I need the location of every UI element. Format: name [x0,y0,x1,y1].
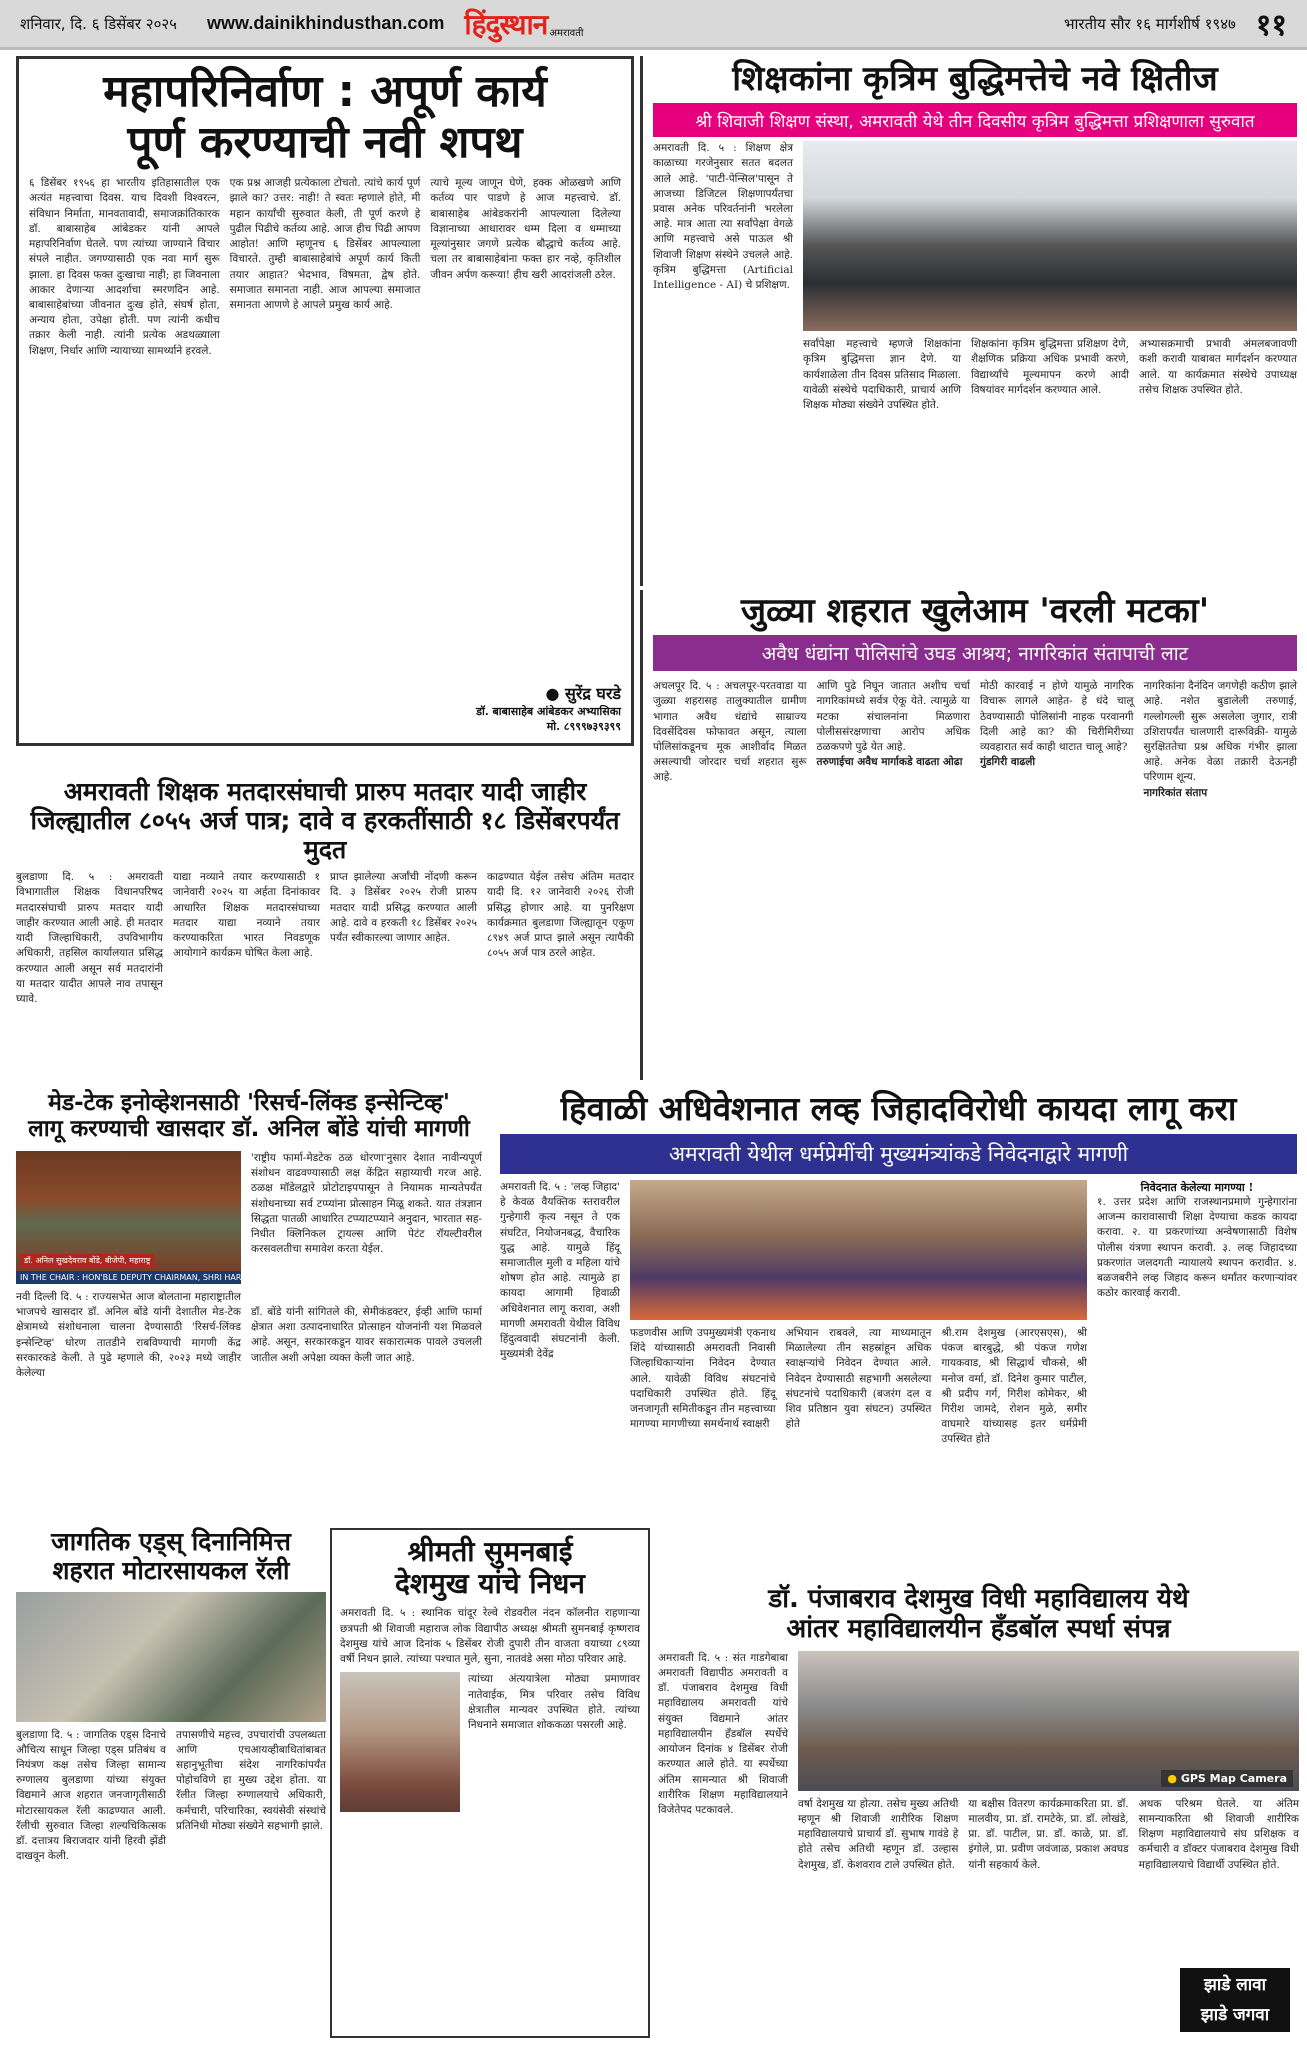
body-column: तपासणीचे महत्त्व, उपचारांची उपलब्धता आणि एचआयव्हीबाधितांबाबत सहानुभूतीचा संदेश नागरिकांपर्यंत पोहोचविणे हा मुख्य उद्देश होता. या रॅलीत जिल्हा रुग्णालयाचे अधिकारी, कर्मचारी, परिचारिका, स्वयंसेवी संस्थांचे प्रतिनिधी मोठ्या संख्येने सहभागी झाले. [176,1728,326,1832]
body-column: अमरावती दि. ५ : शिक्षण क्षेत्र काळाच्या गरजेनुसार सतत बदलत आले आहे. 'पाटी-पेन्सिल'पासून ते आजच्या डिजिटल शिक्षणापर्यंतचा प्रवास अनेक परिवर्तनांनी भरलेला आहे. मात्र आता त्या सर्वांपेक्षा वेगळे आणि महत्त्वाचे असे पाऊल श्री शिवाजी शिक्षण संस्थेने उचलले आहे. कृत्रिम बुद्धिमत्ता (Artificial Intelligence - AI) चे प्रशिक्षण. [653,142,793,292]
body-column: अभियान राबवले, त्या माध्यमातून मिळालेल्या तीन सहस्रांहून अधिक स्वाक्षऱ्यांचे निवेदन देण्यात आले. निवेदन देण्यासाठी सहभागी असलेल्या संघटनांचे पदाधिकारी (बजरंग दल व शिव प्रतिष्ठान युवा संघटन) उपस्थित होते [785,1326,932,1431]
page-header [0,0,1307,50]
body-column: मोठी कारवाई न होणे यामुळे नागरिक विचारू लागले आहेत- हे धंदे चालू ठेवण्यासाठी पोलिसांनी नाहक परवानगी दिली आहे का? की चिरीमिरीच्या व्यवहारात सर्व काही थाटात चालू आहे? गुंडगिरी वाढली [980,680,1134,769]
subheadline-band: श्री शिवाजी शिक्षण संस्था, अमरावती येथे तीन दिवसीय कृत्रिम बुद्धिमत्ता प्रशिक्षणाला सुरुवात [653,103,1297,137]
body-column: वर्षा देशमुख या होत्या. तसेच मुख्य अतिथी म्हणून श्री शिवाजी शारीरिक शिक्षण महाविद्यालयाचे प्राचार्य डॉ. सुभाष गावंडे हे होते तसेच अतिथी म्हणून डॉ. उल्हास देशमुख, डॉ. केशवराव टाले उपस्थित होते. [798,1797,959,1871]
subheadline-band: अमरावती येथील धर्मप्रेमींची मुख्यमंत्र्यांकडे निवेदनाद्वारे मागणी [500,1134,1297,1174]
body-column: फडणवीस आणि उपमुख्यमंत्री एकनाथ शिंदे यांच्यासाठी अमरावती निवासी जिल्हाधिकाऱ्यांना निवेदन देण्यात आले. यावेळी विविध संघटनांचे पदाधिकारी उपस्थित होते. हिंदू जनजागृती समितीकडून तीन महत्त्वाच्या मागण्या मागणीच्या समर्थनार्थ स्वाक्षरी [630,1326,776,1431]
body-column: काढण्यात येईल तसेच अंतिम मतदार यादी दि. १२ जानेवारी २०२६ रोजी प्रसिद्ध होणार आहे. या पुनरिक्षण कार्यक्रमात बुलडाणा जिल्ह्यातून एकूण ८९४९ अर्ज प्राप्त झाले असून त्यापैकी ८०५५ अर्ज पात्र ठरले आहेत. [487,871,634,960]
body-column: श्री.राम देशमुख (आरएसएस), श्री पंकज बारबुद्धे, श्री पंकज गणेश गायकवाड, श्री सिद्धार्थ चौकसे, श्री मनोज वर्मा, डॉ. दिनेश कुमार पाटील, श्री प्रदीप गर्ग, गिरीश कोमेकर, श्री गिरीश जामदे, रोशन मुळे, समीर वाघमारे यांच्यासह इतर धर्मप्रेमी उपस्थित होते [941,1326,1088,1446]
body-column: प्राप्त झालेल्या अर्जांची नोंदणी करून दि. ३ डिसेंबर २०२५ रोजी प्रारुप मतदार यादी प्रसिद्ध करण्यात आली आहे. दावे व हरकती १८ डिसेंबर २०२५ पर्यंत स्वीकारल्या जाणार आहेत. [330,871,477,945]
photo-caption: IN THE CHAIR : HON'BLE DEPUTY CHAIRMAN, SHRI HARIVANSH [16,1271,241,1284]
article-matka [640,590,1307,1080]
newspaper-logo: हिंदुस्थान [464,7,548,41]
body-column: बुलडाणा दि. ५ : जागतिक एड्स दिनाचे औचित्य साधून जिल्हा एड्स प्रतिबंध व नियंत्रण कक्ष तसेच जिल्हा सामान्य रुग्णालय बुलडाणा यांच्या संयुक्त विद्यमाने आज शहरात जनजागृतीसाठी मोटारसायकल रॅली काढण्यात आली. रॅलीची सुरुवात जिल्हा शल्यचिकित्सक डॉ. दत्तात्रय बिराजदार यांनी हिरवी झेंडी दाखवून केली. [16,1728,166,1863]
author-name: ● सुरेंद्र घरडे [545,684,621,704]
edition-label: अमरावती [549,28,584,39]
page-number: ११ [1255,8,1287,43]
body-column: सर्वांपेक्षा महत्त्वाचे म्हणजे शिक्षकांना कृत्रिम बुद्धिमत्ता ज्ञान देणे. या कार्यशाळेला तीन दिवस प्रतिसाद मिळाला. यावेळी संस्थेचे पदाधिकारी, प्राचार्य आणि शिक्षक मोठ्या संख्येने उपस्थित होते. [803,338,961,411]
ad-line-1: झाडे लावा [1203,1975,1267,1995]
demands-title: निवेदनात केलेल्या मागण्या ! [1140,1180,1254,1194]
photo-handball [798,1651,1299,1791]
body-column: 'राष्ट्रीय फार्मा-मेडटेक ठळ धोरणा'नुसार देशात नावीन्यपूर्ण संशोधन वाढवण्यासाठी लक्ष केंद्रित सहाय्याची गरज आहे. ठळक्ष मॉडेलद्वारे प्रोटोटाइपपासून ते नियामक मान्यतेपर्यंत संशोधनाच्या सर्व टप्प्यांना प्रोत्साहन मिळू शकते. यात तंत्रज्ञान सिद्धता पातळी आधारित टप्प्याटप्प्याने अनुदान, भारतात सह-निधीत क्लिनिकल ट्रायल्स आणि पेटंट रॉयल्टीवरील करसवलतीचा समावेश करता येईल. [251,1151,482,1256]
gps-watermark: ● GPS Map Camera [1161,1770,1293,1787]
body-column: एक प्रश्न आजही प्रत्येकाला टोचतो. त्यांचे कार्य पूर्ण झाले का? उत्तर: नाही! ते स्वतः म्हणाले होते, मी महान कार्यांची सुरुवात केली, ती पूर्ण करणे हे पुढील पिढीचे कर्तव्य आहे. आज हीच पिढी आपण आहोत! आणि म्हणूनच ६ डिसेंबर आपल्याला विचारते. तुम्ही बाबासाहेबांचे अपूर्ण कार्य किती तयार आहात? भेदभाव, विषमता, द्वेष होते. समाजात समानता नाही. आज आपल्या समाजात समानता आणणे हे आपले प्रमुख कार्य आहे. [229,177,421,311]
author-org: डॉ. बाबासाहेब आंबेडकर अभ्यासिका [476,705,621,719]
headline: शिक्षकांना कृत्रिम बुद्धिमत्तेचे नवे क्षितीज [732,59,1218,99]
photo-computer-lab [803,141,1297,331]
headline: अमरावती शिक्षक मतदारसंघाची प्रारुप मतदार यादी जाहीर [63,777,587,806]
name-strip: डॉ. अनिल सुखदेवराव बोंडे, बीजेपी, महाराष्ट्र [20,1254,154,1267]
subhead: गुंडगिरी वाढली [980,756,1036,769]
article-aids-rally [16,1528,326,2038]
subheadline-band: अवैध धंद्यांना पोलिसांचे उघड आश्रय; नागरिकांत संतापाची लाट [653,635,1297,671]
tree-ad [1180,1968,1290,2032]
photo-parliament [16,1151,241,1271]
article-voter-list [16,778,634,1070]
photo-rally [16,1592,326,1722]
map-pin-icon: ● [1167,1771,1181,1785]
bullet-icon: ● [545,684,565,704]
body-column: अमरावती दि. ५ : स्थानिक चांदूर रेल्वे रोडवरील नंदन कॉलनीत राहणाऱ्या छत्रपती श्री शिवाजी महाराज लोक विद्यापीठ अध्यक्ष श्रीमती सुमनबाई कृष्णराव देशमुख यांचे आज दिनांक ५ डिसेंबर रोजी दुपारी तीन वाजता वयाच्या ८९व्या वर्षी निधन झाले. त्यांच्या पश्चात मुले, सुना, नातवंडे असा मोठा परिवार आहे. [340,1607,640,1666]
body-column: शिक्षकांना कृत्रिम बुद्धिमत्ता प्रशिक्षण देणे, शैक्षणिक प्रक्रिया अधिक प्रभावी करणे, विद्यार्थ्यांचे मूल्यमापन करणे आदी विषयांवर मार्गदर्शन करण्यात आले. [971,338,1129,396]
ad-line-2: झाडे जगवा [1200,2005,1270,2025]
article-mahaparinirvan [16,56,634,746]
headline: जुळ्या शहरात खुलेआम 'वरली मटका' [740,591,1210,631]
body-column: अमरावती दि. ५ : 'लव्ह जिहाद' हे केवळ वैयक्तिक स्तरावरील गुन्हेगारी कृत्य नसून ते एक संघटित, नियोजनबद्ध, वैचारिक युद्ध आहे. यामुळे हिंदू समाजातील मुली व महिला यांचे शोषण होत आहे. त्यामुळे हा कायदा आगामी हिवाळी अधिवेशनात लागू करावा, अशी मागणी अमरावती येथील विविध हिंदुत्ववादी संघटनांनी केली. मुख्यमंत्री देवेंद्र [500,1180,620,1361]
body-column: अथक परिश्रम घेतले. या अंतिम सामन्याकरिता श्री शिवाजी शारीरिक शिक्षण महाविद्यालयाचे संघ प्रशिक्षक व कर्मचारी व डॉक्टर पंजाबराव देशमुख विधी महाविद्यालयाचे विद्यार्थी उपस्थित होते. [1138,1797,1299,1871]
headline-line-2: जिल्ह्यातील ८०५५ अर्ज पात्र; दावे व हरकतींसाठी १८ डिसेंबरपर्यंत मुदत [30,805,620,864]
body-column: अभ्यासक्रमाची प्रभावी अंमलबजावणी कशी करावी याबाबत मार्गदर्शन करण्यात आले. या कार्यक्रमात संस्थेचे उपाध्यक्ष तसेच शिक्षक उपस्थित होते. [1139,338,1297,396]
subhead: नागरिकांत संताप [1143,786,1208,799]
headline: श्रीमती सुमनबाई [407,1535,573,1568]
article-obituary [330,1528,650,2038]
headline-line-2: देशमुख यांचे निधन [395,1567,585,1601]
headline: मेड-टेक इनोव्हेशनसाठी 'रिसर्च-लिंक्ड इन्सेन्टिव्ह' [48,1090,450,1116]
issue-date: शनिवार, दि. ६ डिसेंबर २०२५ [20,14,177,33]
body-column: याद्या नव्याने तयार करण्यासाठी १ जानेवारी २०२५ या अर्हता दिनांकावर आधारित शिक्षक मतदारसंघाच्या मतदार याद्या नव्याने तयार करण्याकरिता भारत निवडणूक आयोगाने कार्यक्रम घोषित केला आहे. [173,871,320,960]
saka-date: भारतीय सौर १६ मार्गशीर्ष १९४७ [1064,14,1236,33]
body-column: या बक्षीस वितरण कार्यक्रमाकरिता प्रा. डॉ. मालवीय, प्रा. डॉ. रामटेके, प्रा. डॉ. लोखंडे, प्रा. डॉ. पाटील, प्रा. डॉ. काळे, प्रा. डॉ. इंगोले, प्रा. प्रवीण जवंजाळ, प्रकाश अवघड यांनी सहकार्य केले. [968,1797,1129,1871]
headline-line-2: आंतर महाविद्यालयीन हँडबॉल स्पर्धा संपन्न [786,1613,1171,1644]
website-link[interactable]: www.dainikhindusthan.com [206,13,445,33]
article-medtech [16,1090,482,1485]
body-column: त्याचे मूल्य जाणून घेणे, हक्क ओळखणे आणि कर्तव्य पार पाडणे हे आज महत्त्वाचे. डॉ. बाबासाहेब आंबेडकरांनी आपल्याला दिलेल्या विज्ञानाच्या आधारावर धम्म दिला व धम्माच्या मूल्यांनुसार जगणे प्रत्येक बौद्धाचे कर्तव्य आहे. चला तर बाबासाहेबांना फक्त हार नव्हे, कृतिशील जीवन अर्पण करूया! हीच खरी आदरांजली ठरेल. [430,177,622,281]
body-column: नवी दिल्ली दि. ५ : राज्यसभेत आज बोलताना महाराष्ट्रातील भाजपचे खासदार डॉ. अनिल बोंडे यांनी देशातील मेड-टेक क्षेत्रामध्ये संशोधनाला चालना देण्यासाठी 'रिसर्च-लिंक्ड इन्सेन्टिव्ह' धोरण तातडीने राबविण्याची मागणी केंद्र सरकारकडे केली. ते पुढे म्हणाले की, २०२३ मध्ये जाहीर केलेल्या [16,1290,241,1379]
headline: डॉ. पंजाबराव देशमुख विधी महाविद्यालय येथे [768,1584,1189,1614]
demands-list: १. उत्तर प्रदेश आणि राजस्थानप्रमाणे गुन्हेगारांना आजन्म कारावासाची शिक्षा देण्याचा कडक कायदा करावा. २. या प्रकरणांच्या अन्वेषणासाठी विशेष पोलीस यंत्रणा स्थापन करावी. ३. लव्ह जिहादच्या प्रकरणांत जलदगती न्यायालये स्थापन करावीत. ४. बळजबरीने लव्ह जिहाद करून धर्मांतर करणाऱ्यांवर कठोर कारवाई करावी. [1097,1195,1297,1300]
headline-line-2: शहरात मोटारसायकल रॅली [52,1555,290,1585]
photo-delegation [630,1180,1087,1320]
headline: हिवाळी अधिवेशनात लव्ह जिहादविरोधी कायदा लागू करा [560,1089,1237,1128]
headline: जागतिक एड्स् दिनानिमित्त [51,1527,291,1556]
headline-line-2: पूर्ण करण्याची नवी शपथ [127,116,523,168]
headline-line-2: लागू करण्याची खासदार डॉ. अनिल बोंडे यांची मागणी [28,1116,470,1143]
body-column: बुलडाणा दि. ५ : अमरावती विभागातील शिक्षक विधानपरिषद मतदारसंघाची प्रारुप मतदार यादी जाहीर करण्यात आली आहे. ही मतदार यादी जिल्हाधिकारी, उपविभागीय अधिकारी, तहसिल कार्यालयात प्रसिद्ध करण्यात आली असून सर्व मतदारांनी या मतदार यादीत आपले नाव तपासून घ्यावे. [16,871,163,1005]
subhead: तरुणाईचा अवैध मार्गाकडे वाढता ओढा [816,756,963,769]
photo-portrait [340,1672,460,1812]
article-ai-training [640,56,1307,586]
body-column: डॉ. बोंडे यांनी सांगितले की, सेमीकंडक्टर, ईव्ही आणि फार्मा क्षेत्रात अशा उत्पादनाधारित प्रोत्साहन योजनांनी यश मिळवले आहे. असून, सरकारकडून यावर सकारात्मक पावले उचलली जातील अशी अपेक्षा व्यक्त केली जात आहे. [251,1305,482,1364]
body-column: आणि पुढे निघून जातात अशीच चर्चा नागरिकांमध्ये सर्वत्र ऐकू येते. त्यामुळे या मटका संचालनांना मिळणारा पोलीससंरक्षणाचा आरोप अधिक ठळकपणे पुढे येत आहे. तरुणाईचा अवैध मार्गाकडे वाढता ओढा [816,680,970,769]
body-column: नागरिकांना दैनंदिन जगणेही कठीण झाले आहे. नशेत बुडालेली तरुणाई, गल्लोगल्ली सुरू असलेला जुगार, रात्री उशिरापर्यंत चालणारी दारूविक्री- यामुळे सुरक्षिततेचा प्रश्न अधिक गंभीर झाला आहे. अनेक वेळा तक्रारी देऊनही परिणाम शून्य. नागरिकांत संताप [1143,680,1297,799]
author-phone: मो. ८९९९७३९३९९ [546,720,621,734]
body-column: त्यांच्या अंत्ययात्रेला मोठ्या प्रमाणावर नातेवाईक, मित्र परिवार तसेच विविध क्षेत्रातील मान्यवर उपस्थित होते. त्यांच्या निधनाने समाजात शोककळा पसरली आहे. [468,1673,640,1732]
headline: महापरिनिर्वाण : अपूर्ण कार्य [103,66,547,117]
article-love-jihad [490,1090,1307,1560]
body-column: अचलपूर दि. ५ : अचलपूर-परतवाडा या जुळ्या शहरासह तालुक्यातील ग्रामीण भागात अवैध धंद्यांचे साम्राज्य दिवसेंदिवस फोफावत असून, त्याला पोलिसांकडूनच मूक आशीर्वाद मिळत असल्याची जोरदार चर्चा शहरात सुरू आहे. [653,680,807,784]
body-column: ६ डिसेंबर १९५६ हा भारतीय इतिहासातील एक अत्यंत महत्त्वाचा दिवस. याच दिवशी विश्वरत्न, संविधान निर्माता, मानवतावादी, समाजक्रांतिकारक डॉ. बाबासाहेब आंबेडकर यांनी आपले महापरिनिर्वाण घेतले. पण त्यांच्या जाण्याने विचार संपले नाहीत. जगण्यासाठी एक नवा मार्ग सुरू झाला. हा दिवस फक्त दुःखाचा नाही; हा जिवनाला आकार देणाऱ्या आदर्शाचा स्मरणदिन आहे. बाबासाहेबांच्या जीवनात दुःख होते, संघर्ष होता, अन्याय होता, उपेक्षा होती. पण त्यांनी कधीच तक्रार केली नाही. त्यांनी प्रत्येक अडथळ्याला शिक्षण, निर्धार आणि न्यायाच्या सामर्थ्याने हरवले. [29,177,220,357]
body-column: अमरावती दि. ५ : संत गाडगेबाबा अमरावती विद्यापीठ अमरावती व डॉ. पंजाबराव देशमुख विधी महाविद्यालय अमरावती यांचे संयुक्त विद्यमाने आंतर महाविद्यालयीन हँडबॉल स्पर्धेचे आयोजन दिनांक ४ डिसेंबर रोजी करण्यात आले होते. या स्पर्धेच्या अंतिम सामन्यात श्री शिवाजी शारीरिक शिक्षण महाविद्यालयाने विजेतेपद पटकावले. [658,1651,788,1816]
